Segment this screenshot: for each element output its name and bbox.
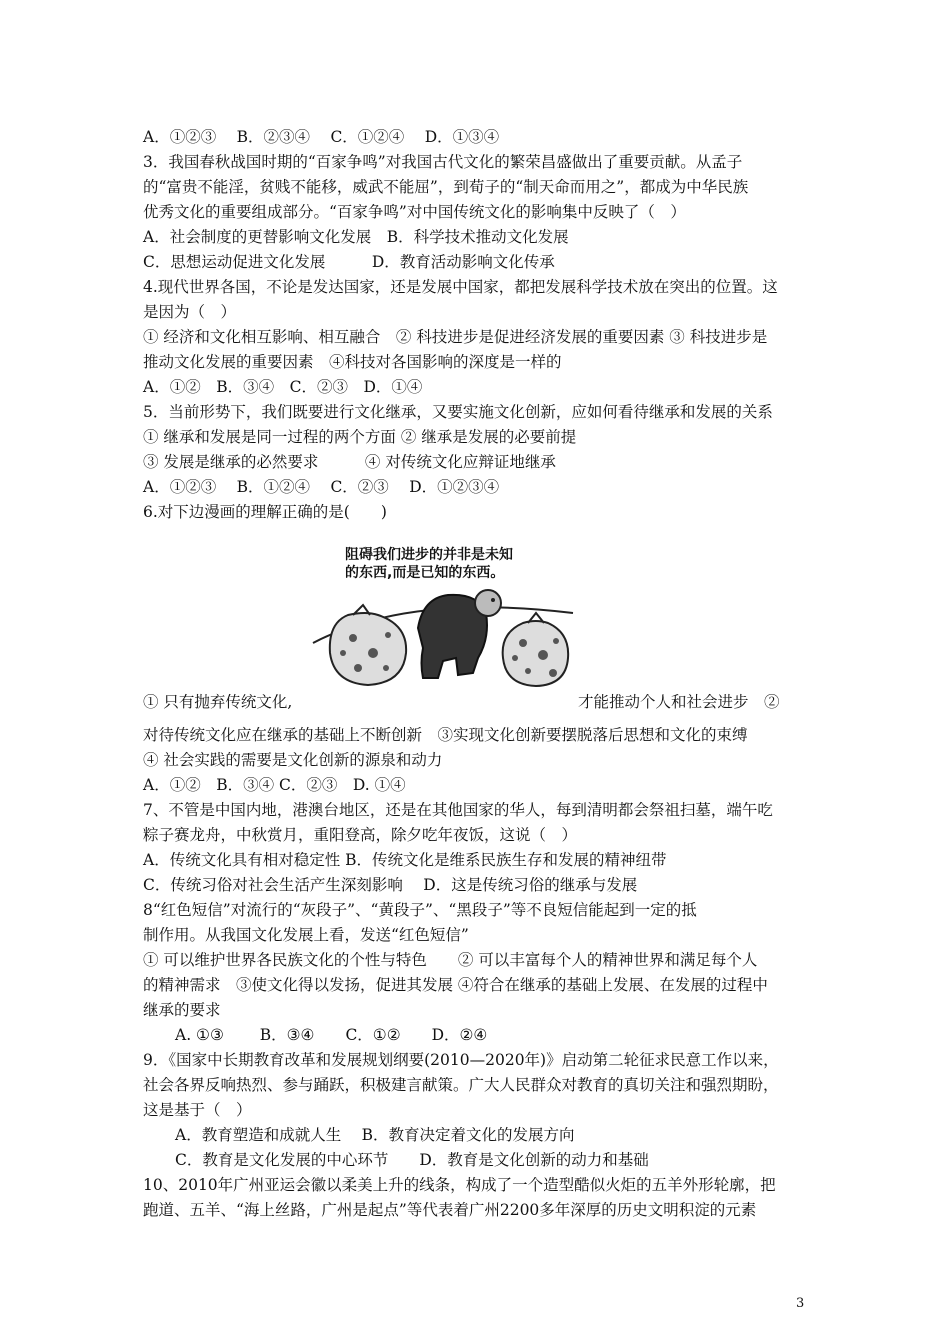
q4-text-line-2: 是因为（ ） [143,303,237,321]
q5-statements-1: ① 继承和发展是同一过程的两个方面 ② 继承是发展的必要前提 [143,428,577,446]
q3-options-cd: C．思想运动促进文化发展 D．教育活动影响文化传承 [143,253,555,271]
cartoon-caption-line-2: 的东西,而是已知的东西。 [345,565,505,581]
q4-text-line-1: 4.现代世界各国，不论是发达国家，还是发展中国家，都把发展科学技术放在突出的位置。这 [143,278,778,296]
q10-text-line-1: 10、2010年广州亚运会徽以柔美上升的线条，构成了一个造型酷似火炬的五羊外形轮廓，把 [143,1176,776,1194]
q3-text-line-2: 的“富贵不能淫，贫贱不能移，威武不能屈”，到荀子的“制天命而用之”，都成为中华民族 [143,178,749,196]
q9-options-cd: C．教育是文化发展的中心环节 D．教育是文化创新的动力和基础 [175,1151,649,1169]
q6-text: 6.对下边漫画的理解正确的是( ) [143,503,387,521]
q8-text-line-1: 8“红色短信”对流行的“灰段子”、“黄段子”、“黑段子”等不良短信能起到一定的抵 [143,901,697,919]
q8-statements-3: 继承的要求 [143,1001,221,1019]
q5-statements-2: ③ 发展是继承的必然要求 ④ 对传统文化应辩证地继承 [143,453,556,471]
q3-options-ab: A．社会制度的更替影响文化发展 B．科学技术推动文化发展 [143,228,569,246]
page-number: 3 [796,1296,805,1311]
q8-text-line-2: 制作用。从我国文化发展上看，发送“红色短信” [143,926,469,944]
q6-statements-2: 对待传统文化应在继承的基础上不断创新 ③实现文化创新要摆脱落后思想和文化的束缚 [143,726,748,744]
q9-options-ab: A．教育塑造和成就人生 B．教育决定着文化的发展方向 [175,1126,575,1144]
q8-options: A. ①③ B．③④ C．①② D．②④ [175,1026,488,1044]
q7-text-line-1: 7、不管是中国内地，港澳台地区，还是在其他国家的华人，每到清明都会祭祖扫墓，端午吃 [143,801,773,819]
q6-statements-3: ④ 社会实践的需要是文化创新的源泉和动力 [143,751,443,769]
q10-text-line-2: 跑道、五羊、“海上丝路，广州是起点”等代表着广州2200多年深厚的历史文明积淀的元素 [143,1201,757,1219]
q6-statement-1-right: 才能推动个人和社会进步 ② [578,693,780,711]
q7-options-cd: C．传统习俗对社会生活产生深刻影响 D．这是传统习俗的继承与发展 [143,876,638,894]
q9-text-line-1: 9．《国家中长期教育改革和发展规划纲要(2010—2020年)》启动第二轮征求民意工作以来， [143,1051,779,1069]
q3-text-line-3: 优秀文化的重要组成部分。“百家争鸣”对中国传统文化的影响集中反映了（ ） [143,203,686,221]
q6-options: A．①② B．③④ C．②③ D. ①④ [143,776,406,794]
q2-options: A．①②③ B．②③④ C．①②④ D．①③④ [143,128,500,146]
q6-statement-1-left: ① 只有抛弃传统文化, [143,693,293,711]
q8-statements-1: ① 可以维护世界各民族文化的个性与特色 ② 可以丰富每个人的精神世界和满足每个人 [143,951,758,969]
q4-statements-1: ① 经济和文化相互影响、相互融合 ② 科技进步是促进经济发展的重要因素 ③ 科技进步是 [143,328,768,346]
q3-text-line-1: 3．我国春秋战国时期的“百家争鸣”对我国古代文化的繁荣昌盛做出了重要贡献。从孟子 [143,153,743,171]
q9-text-line-2: 社会各界反响热烈、参与踊跃，积极建言献策。广大人民群众对教育的真切关注和强烈期盼， [143,1076,779,1094]
q9-text-line-3: 这是基于（ ） [143,1101,252,1119]
cartoon-caption-line-1: 阻碍我们进步的并非是未知 [345,547,513,563]
q4-options: A．①② B．③④ C．②③ D．①④ [143,378,423,396]
cartoon-image [308,543,578,693]
q4-statements-2: 推动文化发展的重要因素 ④科技对各国影响的深度是一样的 [143,353,562,371]
q5-text-line-1: 5．当前形势下，我们既要进行文化继承，又要实施文化创新，应如何看待继承和发展的关系 [143,403,773,421]
q7-text-line-2: 粽子赛龙舟，中秋赏月，重阳登高，除夕吃年夜饭，这说（ ） [143,826,578,844]
q8-statements-2: 的精神需求 ③使文化得以发扬，促进其发展 ④符合在继承的基础上发展、在发展的过程中 [143,976,768,994]
q7-options-ab: A．传统文化具有相对稳定性 B．传统文化是维系民族生存和发展的精神纽带 [143,851,667,869]
q5-options: A．①②③ B．①②④ C．②③ D．①②③④ [143,478,500,496]
